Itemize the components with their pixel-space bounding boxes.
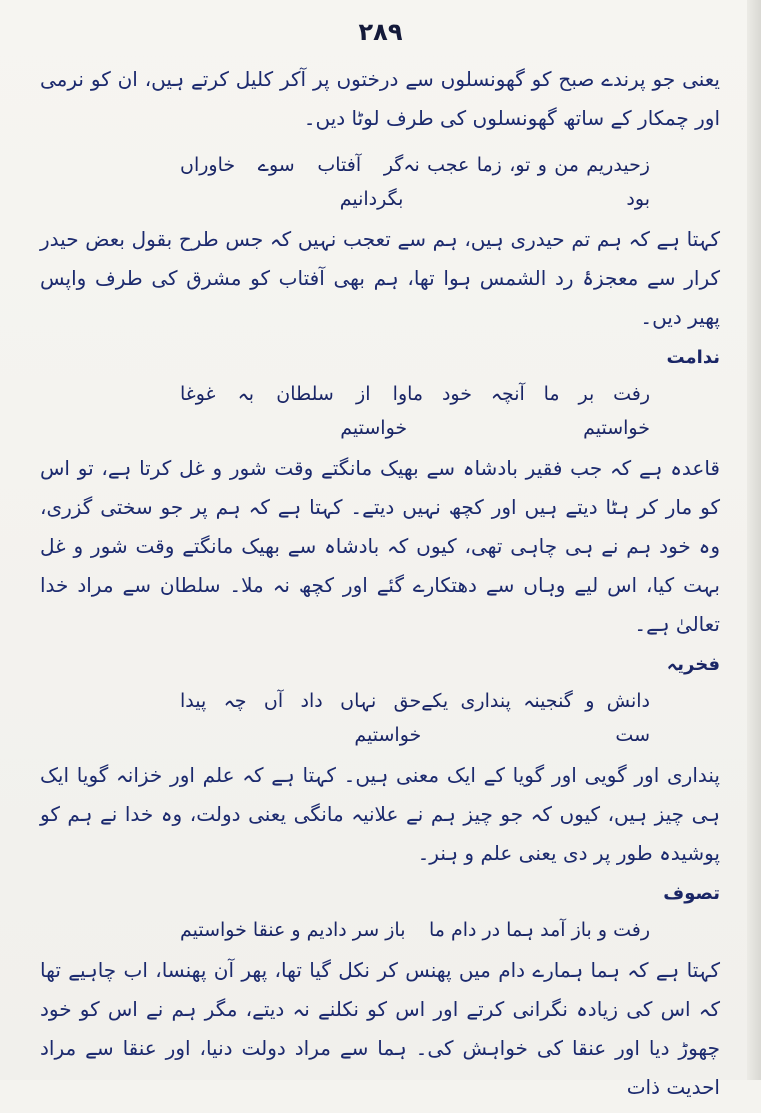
verse-2-first-hemistich: رفت بر ما آنچہ خود ما خواستیم (407, 383, 650, 439)
verse-1 (40, 144, 720, 220)
page-edge (747, 0, 761, 1080)
section-heading-nadamat: ندامت (666, 347, 720, 368)
paragraph-1: یعنی جو پرندے صبح کو گھونسلوں سے درختوں پر آکر کلیل کرتے ہیں، ان کو نرمی اور چمکار کے ساتھ گھونسلوں کی طرف لوٹا دیں۔ (40, 67, 720, 130)
verse-2-second-hemistich: وا از سلطان بہ غوغا خواستیم (180, 383, 408, 439)
page-number: ۲۸۹ (358, 18, 403, 46)
page-body (40, 60, 720, 1113)
verse-4-second-hemistich: باز سر دادیم و عنقا خواستیم (180, 919, 406, 941)
verse-1-second-hemistich: گر آفتاب سوے خاوراں بگردانیم (180, 154, 404, 210)
verse-3-second-hemistich: حق نہاں داد آں چہ پیدا خواستیم (180, 690, 422, 746)
paragraph-5: کہتا ہے کہ ہما ہمارے دام میں پھنس کر نکل گیا تھا، پھر آن پھنسا، اب چاہیے تھا کہ اس کی زیادہ نگرانی کرتے اور اس کو نکلنے نہ دیتے، مگر ہم نے اس کو خود چھوڑ دیا اور عنقا کی خواہش کی۔ ہما سے مراد دولت دنیا، اور عنقا سے مراد احدیت ذات (40, 958, 720, 1099)
verse-4 (40, 909, 720, 951)
paragraph-2: کہتا ہے کہ ہم تم حیدری ہیں، ہم سے تعجب نہیں کہ جس طرح بقول بعض حیدر کرار سے معجزۂ رد الشمس ہوا تھا، ہم بھی آفتاب کو مشرق کی طرف واپس پھیر دیں۔ (40, 227, 720, 329)
verse-4-first-hemistich: رفت و باز آمد ہما در دام ما (428, 919, 650, 941)
section-heading-tasawwuf: تصوف (663, 883, 720, 904)
verse-2 (40, 373, 720, 449)
verse-1-first-hemistich: زحیدریم من و تو، زما عجب نہ بود (403, 154, 650, 210)
verse-3 (40, 680, 720, 756)
section-heading-fakhriya: فخریہ (666, 654, 720, 675)
verse-3-first-hemistich: دانش و گنجینہ پنداری یکے ست (421, 690, 650, 746)
paragraph-3: قاعدہ ہے کہ جب فقیر بادشاہ سے بھیک مانگتے وقت شور و غل کرتا ہے، تو اس کو مار کر ہٹا دیتے ہیں اور کچھ نہیں دیتے۔ کہتا ہے کہ ہم پر جو سختی گزری، وہ خود ہم نے ہی چاہی تھی، کیوں کہ بادشاہ سے بھیک مانگتے وقت شور و غل بہت کیا، اس لیے وہاں سے دھتکارے گئے اور کچھ نہ ملا۔ سلطان سے مراد خدا تعالیٰ ہے۔ (40, 456, 720, 636)
paragraph-4: پنداری اور گویی اور گویا کے ایک معنی ہیں۔ کہتا ہے کہ علم اور خزانہ گویا ایک ہی چیز ہیں، کیوں کہ جو چیز ہم نے علانیہ مانگی یعنی دولت، وہ خدا نے ہم کو پوشیدہ طور پر دی یعنی علم و ہنر۔ (40, 763, 720, 865)
